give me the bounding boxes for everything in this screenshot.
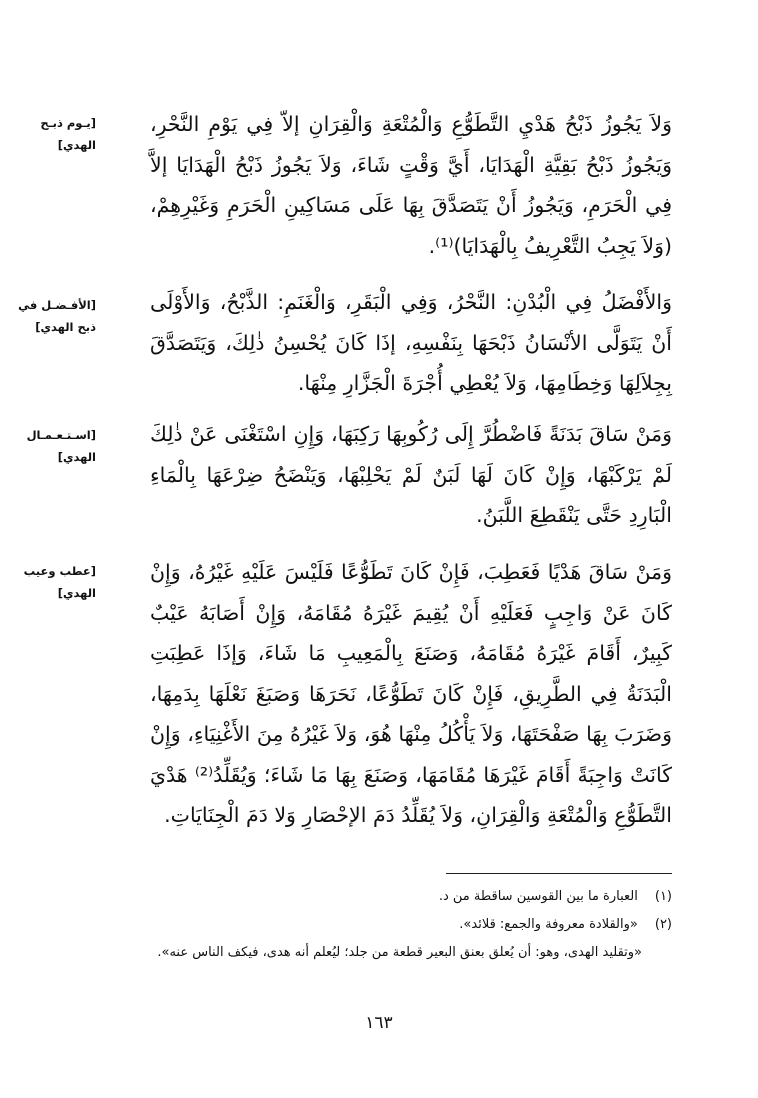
side-note-line: الهدي] (57, 138, 96, 152)
side-note-line: الهدي] (57, 450, 96, 464)
paragraph-damaged-sacrifice: وَمَنْ سَاقَ هَدْيًا فَعَطِبَ، فَإِنْ كَانَ تَطَوُّعًا فَلَيْسَ عَلَيْهِ غَيْرُهُ، وَإِنْ كَانَ عَنْ وَاجِبٍ فَعَلَيْهِ أَنْ يُقِيمَ غَيْرَهُ مُقَامَهُ، وَإِنْ أَصَابَهُ عَيْبٌ كَبِيرٌ، أَقَامَ غَيْرَهُ مُقَامَهُ، وَصَنَعَ بِالْمَعِيبِ مَا شَاءَ، وَإذَا عَطِبَتِ الْبَدَنَةُ فِي الطَّرِيقِ، فَإِنْ كَانَ تَطَوُّعًا، نَحَرَهَا وَصَبَغَ نَعْلَهَا بِدَمِهَا، وَضَرَبَ بِهَا صَفْحَتَهَا، وَلاَ يَأْكُلُ مِنْهَا هُوَ، وَلاَ غَيْرُهُ مِنَ الأَغْنِيَاءِ، وَإِنْ كَانَتْ وَاجِبَةً أَقَامَ غَيْرَهَا مُقَامَهَا، وَصَنَعَ بِهَا مَا شَاءَ؛ وَيُقَلِّدُ⁽²⁾ هَدْيَ التَّطَوُّعِ وَالْمُتْعَةِ وَالْقِرَانِ، وَلاَ يُقَلِّدُ دَمَ الإحْصَارِ وَلا دَمَ الْجِنَايَاتِ. (150, 560, 672, 827)
footnote-1 (150, 883, 672, 911)
side-note-line: [اسـتـعـمـال (26, 428, 96, 442)
footnote-text: العبارة ما بين القوسين ساقطة من د. (438, 889, 638, 904)
side-note-line: الهدي] (57, 586, 96, 600)
footnote-number: (٢) (654, 917, 672, 932)
footnote-2 (150, 911, 672, 939)
footnote-number: (١) (654, 889, 672, 904)
side-note-sacrifice-day (4, 112, 96, 156)
side-note-line: ذبح الهدي] (35, 320, 96, 334)
footnote-divider (446, 873, 672, 874)
side-note-damaged-sacrifice (4, 560, 96, 604)
side-note-line: [يـوم ذبـح (40, 116, 96, 130)
paragraph-sacrifice-day: وَلاَ يَجُوزُ ذَبْحُ هَدْيِ التَّطَوُّعِ وَالْمُتْعَةِ وَالْقِرَانِ إلاّ فِي يَوْمِ النَّحْرِ، وَيَجُوزُ ذَبْحُ بَقِيَّةِ الْهَدَايَا، أَيَّ وَقْتٍ شَاءَ، وَلاَ يَجُوزُ ذَبْحُ الْهَدَايَا إلاَّ فِي الْحَرَمِ، وَيَجُوزُ أَنْ يَتَصَدَّقَ بِهَا عَلَى مَسَاكِينِ الْحَرَمِ وَغَيْرِهِمْ، (وَلاَ يَجِبُ التَّعْرِيفُ بِالْهَدَايَا)⁽¹⁾. (150, 112, 672, 258)
paragraph-best-slaughter: وَالأَفْضَلُ فِي الْبُدْنِ: النَّحْرُ، وَفِي الْبَقَرِ، وَالْغَنَمِ: الذَّبْحُ، وَالأَوْلَى أَنْ يَتَوَلَّى الأنْسَانُ ذَبْحَهَا بِنَفْسِهِ، إذَا كَانَ يُحْسِنُ ذٰلِكَ، وَيَتَصَدَّقَ بِجِلاَلِهَا وَخِطَامِهَا، وَلاَ يُعْطِي أُجْرَةَ الْجَزَّارِ مِنْهَا. (150, 290, 672, 395)
side-note-line: [الأفـضـل في (18, 298, 96, 312)
paragraph-using-sacrifice: وَمَنْ سَاقَ بَدَنَةً فَاضْطُرَّ إِلَى رُكُوبِهَا رَكِبَهَا، وَإِنِ اسْتَغْنَى عَنْ ذٰلِكَ لَمْ يَرْكَبْهَا، وَإِنْ كَانَ لَهَا لَبَنٌ لَمْ يَحْلِبْهَا، وَيَنْضَحُ ضِرْعَهَا بِالْمَاءِ الْبَارِدِ حَتَّى يَنْقَطِعَ اللَّبَنُ. (150, 422, 672, 527)
side-note-line: [عطب وعيب (23, 564, 96, 578)
side-note-best-slaughter (4, 294, 96, 338)
page-number: ١٦٣ (365, 1013, 393, 1033)
footnotes (150, 883, 672, 967)
footnote-continuation: «وتقليد الهدى، وهو: أن يُعلق بعنق البعير قطعة من جلد؛ ليُعلم أنه هدى، فيكف الناس عنه». (157, 945, 642, 960)
side-note-using-sacrifice (4, 424, 96, 468)
footnote-text: «والقلادة معروفة والجمع: قلائد». (459, 917, 638, 932)
